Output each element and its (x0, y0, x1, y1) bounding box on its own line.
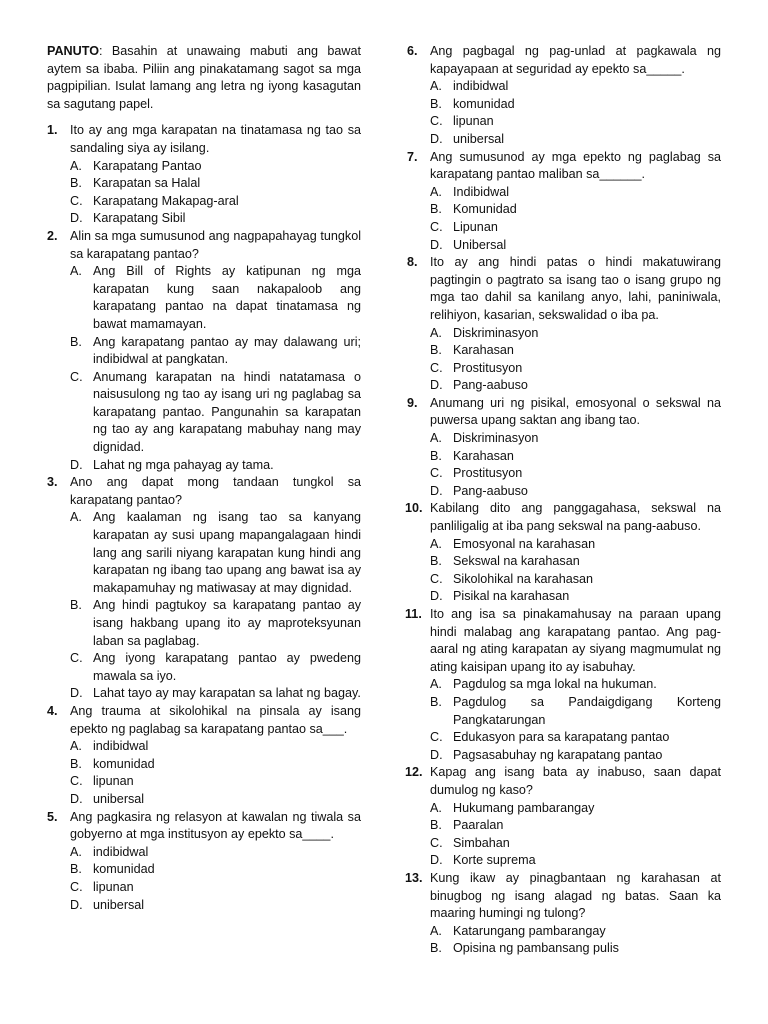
choice-2d (47, 457, 361, 475)
choice-11a (407, 676, 721, 694)
question-6 (407, 43, 721, 78)
choice-3a (47, 509, 361, 597)
choice-text: unibersal (93, 791, 145, 806)
choice-10d (407, 588, 721, 606)
question-text: Ang pagkasira ng relasyon at kawalan ng tiwala sa gobyerno at mga institusyon ay epekto sa____. (70, 809, 361, 842)
instructions (47, 43, 361, 113)
choice-text: lipunan (453, 114, 494, 129)
left-column (47, 43, 361, 914)
choice-2b (47, 334, 361, 369)
choice-text: unibersal (453, 131, 505, 146)
choice-3c (47, 650, 361, 685)
choice-letter: A. (70, 844, 82, 859)
choice-text: Karahasan (453, 343, 514, 358)
choice-letter: A. (70, 739, 82, 754)
choice-12c (407, 835, 721, 853)
choice-text: Ang karapatang pantao ay may dalawang uri; indibidwal at pangkatan. (93, 334, 361, 367)
choice-text: lipunan (93, 879, 134, 894)
choice-text: komunidad (93, 862, 155, 877)
choice-7b (407, 201, 721, 219)
question-text: Alin sa mga sumusunod ang nagpapahayag tungkol sa karapatang pantao? (70, 228, 361, 261)
question-text: Ito ang isa sa pinakamahusay na paraan upang hindi malabag ang karapatang pantao. Ang pag-aaral ng ating karapatan ay siyang magmumulat ng ating kaisipan upang ito ay isabuhay. (430, 607, 721, 674)
choice-text: komunidad (453, 96, 515, 111)
question-2 (47, 228, 361, 263)
choice-letter: A. (430, 184, 442, 199)
choice-letter: C. (70, 651, 83, 666)
choice-letter: C. (430, 730, 443, 745)
choice-text: Ang kaalaman ng isang tao sa kanyang karapatan ay susi upang mapangalagaan hindi lang ang sarili niyang karapatan kung hindi ang karapatan ng ibang tao upang ang bawat isa ay makapamuhay ng matiwasay at may dignidad. (93, 510, 361, 595)
question-number: 3. (47, 475, 58, 490)
choice-letter: A. (70, 158, 82, 173)
choice-text: Unibersal (453, 237, 507, 252)
question-text: Ano ang dapat mong tandaan tungkol sa karapatang pantao? (70, 475, 361, 507)
choice-letter: B. (430, 941, 442, 956)
choice-text: Indibidwal (453, 184, 510, 199)
choice-letter: D. (70, 791, 83, 806)
choice-letter: B. (430, 202, 442, 217)
choice-13b (407, 940, 721, 958)
question-text: Ang sumusunod ay mga epekto ng paglabag sa karapatang pantao maliban sa______. (430, 149, 721, 182)
choice-4b (47, 756, 361, 774)
choice-letter: B. (430, 694, 442, 709)
choice-10a (407, 536, 721, 554)
choice-text: Prostitusyon (453, 360, 523, 375)
choice-letter: B. (430, 448, 442, 463)
question-number: 10. (405, 501, 423, 516)
choice-letter: B. (430, 554, 442, 569)
choice-text: Pagsasabuhay ng karapatang pantao (453, 747, 663, 762)
choice-7c (407, 219, 721, 237)
choice-4d (47, 791, 361, 809)
question-8 (407, 254, 721, 324)
choice-text: Diskriminasyon (453, 431, 539, 446)
instructions-text: : Basahin at unawaing mabuti ang bawat aytem sa ibaba. Piliin ang pinakatamang sagot sa mga pagpipilian. Isulat lamang ang letra ng iyong kasagutan sa sagutang papel. (47, 44, 361, 111)
question-4 (47, 703, 361, 738)
choice-text: Opisina ng pambansang pulis (453, 941, 619, 956)
choice-9d (407, 483, 721, 501)
question-text: Anumang uri ng pisikal, emosyonal o sekswal na puwersa upang saktan ang ibang tao. (430, 395, 721, 428)
choice-1c (47, 193, 361, 211)
choice-text: Emosyonal na karahasan (453, 536, 596, 551)
choice-text: Lahat ng mga pahayag ay tama. (93, 457, 274, 472)
choice-letter: B. (70, 176, 82, 191)
choice-11c (407, 729, 721, 747)
choice-12a (407, 800, 721, 818)
choice-letter: B. (430, 96, 442, 111)
choice-10b (407, 553, 721, 571)
choice-letter: C. (430, 114, 443, 129)
choice-13a (407, 923, 721, 941)
choice-8d (407, 377, 721, 395)
choice-letter: C. (70, 369, 83, 384)
choice-text: komunidad (93, 756, 155, 771)
choice-7a (407, 184, 721, 202)
choice-10c (407, 571, 721, 589)
choice-8c (407, 360, 721, 378)
question-9 (407, 395, 721, 430)
choice-letter: C. (70, 879, 83, 894)
choice-text: Pang-aabuso (453, 483, 528, 498)
question-12 (407, 764, 721, 799)
choice-text: Lipunan (453, 219, 498, 234)
choice-letter: B. (430, 818, 442, 833)
question-text: Kabilang dito ang panggagahasa, sekswal na panliligalig at iba pang sekswal na pang-aabuso. (430, 501, 721, 534)
choice-text: Anumang karapatan na hindi natatamasa o naisusulong ng tao ay isang uri ng paglabag sa karapatang pantao. Pangunahin sa karapatan ng tao ay ang karapatang mabuhay nang may dignidad. (93, 369, 361, 455)
choice-letter: D. (430, 589, 443, 604)
choice-5c (47, 879, 361, 897)
choice-letter: C. (430, 571, 443, 586)
choice-letter: B. (70, 862, 82, 877)
choice-6c (407, 113, 721, 131)
choice-text: Komunidad (453, 202, 517, 217)
choice-letter: A. (70, 510, 82, 525)
choice-text: Pagdulog sa mga lokal na hukuman. (453, 677, 657, 692)
question-text: Kung ikaw ay pinagbantaan ng karahasan at binugbog ng isang alagad ng batas. Saan ka maaring humingi ng tulong? (430, 870, 721, 921)
choice-letter: C. (430, 835, 443, 850)
question-number: 1. (47, 123, 58, 138)
choice-6d (407, 131, 721, 149)
choice-text: Katarungang pambarangay (453, 923, 606, 938)
question-number: 6. (407, 44, 418, 58)
choice-text: Karapatang Pantao (93, 158, 202, 173)
choice-letter: A. (430, 79, 442, 94)
choice-letter: A. (430, 325, 442, 340)
choice-letter: A. (430, 536, 442, 551)
question-number: 12. (405, 765, 423, 780)
question-3 (47, 474, 361, 509)
choice-5d (47, 897, 361, 915)
choice-12d (407, 852, 721, 870)
choice-text: Simbahan (453, 835, 510, 850)
choice-letter: D. (430, 483, 443, 498)
choice-text: Lahat tayo ay may karapatan sa lahat ng bagay. (93, 686, 361, 701)
choice-text: Karapatan sa Halal (93, 176, 201, 191)
choice-text: Pagdulog sa Pandaigdigang Korteng Pangkatarungan (453, 694, 721, 727)
choice-text: Karahasan (453, 448, 514, 463)
choice-text: Ang hindi pagtukoy sa karapatang pantao ay isang hakbang upang ito ay maproteksyunan laban sa paglabag. (93, 598, 361, 648)
choice-8b (407, 342, 721, 360)
choice-letter: C. (430, 219, 443, 234)
choice-text: Korte suprema (453, 853, 536, 868)
question-7 (407, 149, 721, 184)
choice-3d (47, 685, 361, 703)
choice-7d (407, 237, 721, 255)
question-10 (407, 500, 721, 535)
question-number: 8. (407, 255, 418, 270)
question-number: 11. (405, 607, 422, 621)
choice-5a (47, 844, 361, 862)
question-5 (47, 809, 361, 844)
choice-text: Prostitusyon (453, 466, 523, 481)
choice-letter: A. (430, 431, 442, 446)
choice-6b (407, 96, 721, 114)
question-number: 13. (405, 870, 423, 885)
question-number: 9. (407, 395, 418, 410)
question-text: Ito ay ang hindi patas o hindi makatuwirang pagtingin o pagtrato sa isang tao o isang grupo ng mga tao dahil sa kanilang anyo, lahi, paniniwala, relihiyon, kasarian, sekswalidad o iba pa. (430, 255, 721, 322)
question-text: Ang pagbagal ng pag-unlad at pagkawala ng kapayapaan at seguridad ay epekto sa_____. (430, 44, 721, 76)
choice-5b (47, 861, 361, 879)
choice-letter: B. (70, 756, 82, 771)
question-number: 2. (47, 228, 58, 243)
choice-letter: D. (430, 237, 443, 252)
choice-text: unibersal (93, 897, 145, 912)
question-text: Kapag ang isang bata ay inabuso, saan dapat dumulog ng kaso? (430, 765, 721, 797)
choice-letter: D. (430, 747, 443, 762)
choice-letter: A. (430, 677, 442, 692)
question-11 (407, 606, 721, 676)
choice-6a (407, 78, 721, 96)
choice-4a (47, 738, 361, 756)
question-number: 7. (407, 149, 418, 164)
choice-1d (47, 210, 361, 228)
choice-1b (47, 175, 361, 193)
choice-3b (47, 597, 361, 650)
choice-text: Diskriminasyon (453, 325, 539, 340)
choice-letter: D. (70, 211, 83, 226)
choice-text: indibidwal (453, 79, 509, 94)
choice-letter: D. (430, 131, 443, 146)
choice-4c (47, 773, 361, 791)
choice-text: Sekswal na karahasan (453, 554, 580, 569)
choice-text: indibidwal (93, 844, 149, 859)
question-text: Ang trauma at sikolohikal na pinsala ay isang epekto ng paglabag sa karapatang pantao sa___. (70, 703, 361, 736)
choice-2a (47, 263, 361, 333)
choice-letter: C. (430, 360, 443, 375)
choice-text: Pang-aabuso (453, 378, 528, 393)
choice-11d (407, 747, 721, 765)
choice-9b (407, 448, 721, 466)
choice-letter: B. (430, 343, 442, 358)
choice-letter: D. (430, 853, 443, 868)
choice-letter: C. (70, 774, 83, 789)
choice-letter: A. (430, 800, 442, 815)
choice-9c (407, 465, 721, 483)
question-text: Ito ay ang mga karapatan na tinatamasa ng tao sa sandaling siya ay isilang. (70, 123, 361, 155)
choice-12b (407, 817, 721, 835)
choice-letter: A. (70, 264, 82, 279)
choice-text: Karapatang Makapag-aral (93, 193, 239, 208)
question-13 (407, 870, 721, 923)
choice-letter: A. (430, 923, 442, 938)
choice-text: Ang Bill of Rights ay katipunan ng mga karapatan kung saan nakapaloob ang karapatang pantao na dapat tinatamasa ng bawat mamamayan. (93, 264, 361, 331)
choice-1a (47, 158, 361, 176)
choice-8a (407, 325, 721, 343)
choice-letter: D. (70, 686, 83, 701)
choice-letter: C. (70, 193, 83, 208)
choice-text: Edukasyon para sa karapatang pantao (453, 730, 670, 745)
choice-letter: D. (70, 897, 83, 912)
question-number: 4. (47, 703, 58, 718)
choice-letter: B. (70, 598, 82, 613)
choice-11b (407, 694, 721, 729)
question-1 (47, 122, 361, 157)
choice-text: Hukumang pambarangay (453, 800, 595, 815)
choice-9a (407, 430, 721, 448)
choice-text: Ang iyong karapatang pantao ay pwedeng mawala sa iyo. (93, 651, 361, 683)
choice-letter: B. (70, 334, 82, 349)
instructions-label: PANUTO (47, 44, 100, 58)
choice-2c (47, 369, 361, 457)
choice-text: indibidwal (93, 739, 149, 754)
choice-text: Pisikal na karahasan (453, 589, 570, 604)
right-column (407, 43, 721, 958)
question-number: 5. (47, 809, 58, 824)
choice-text: Paaralan (453, 818, 504, 833)
choice-text: lipunan (93, 774, 134, 789)
choice-letter: C. (430, 466, 443, 481)
choice-letter: D. (70, 457, 83, 472)
choice-letter: D. (430, 378, 443, 393)
choice-text: Karapatang Sibil (93, 211, 186, 226)
choice-text: Sikolohikal na karahasan (453, 571, 594, 586)
